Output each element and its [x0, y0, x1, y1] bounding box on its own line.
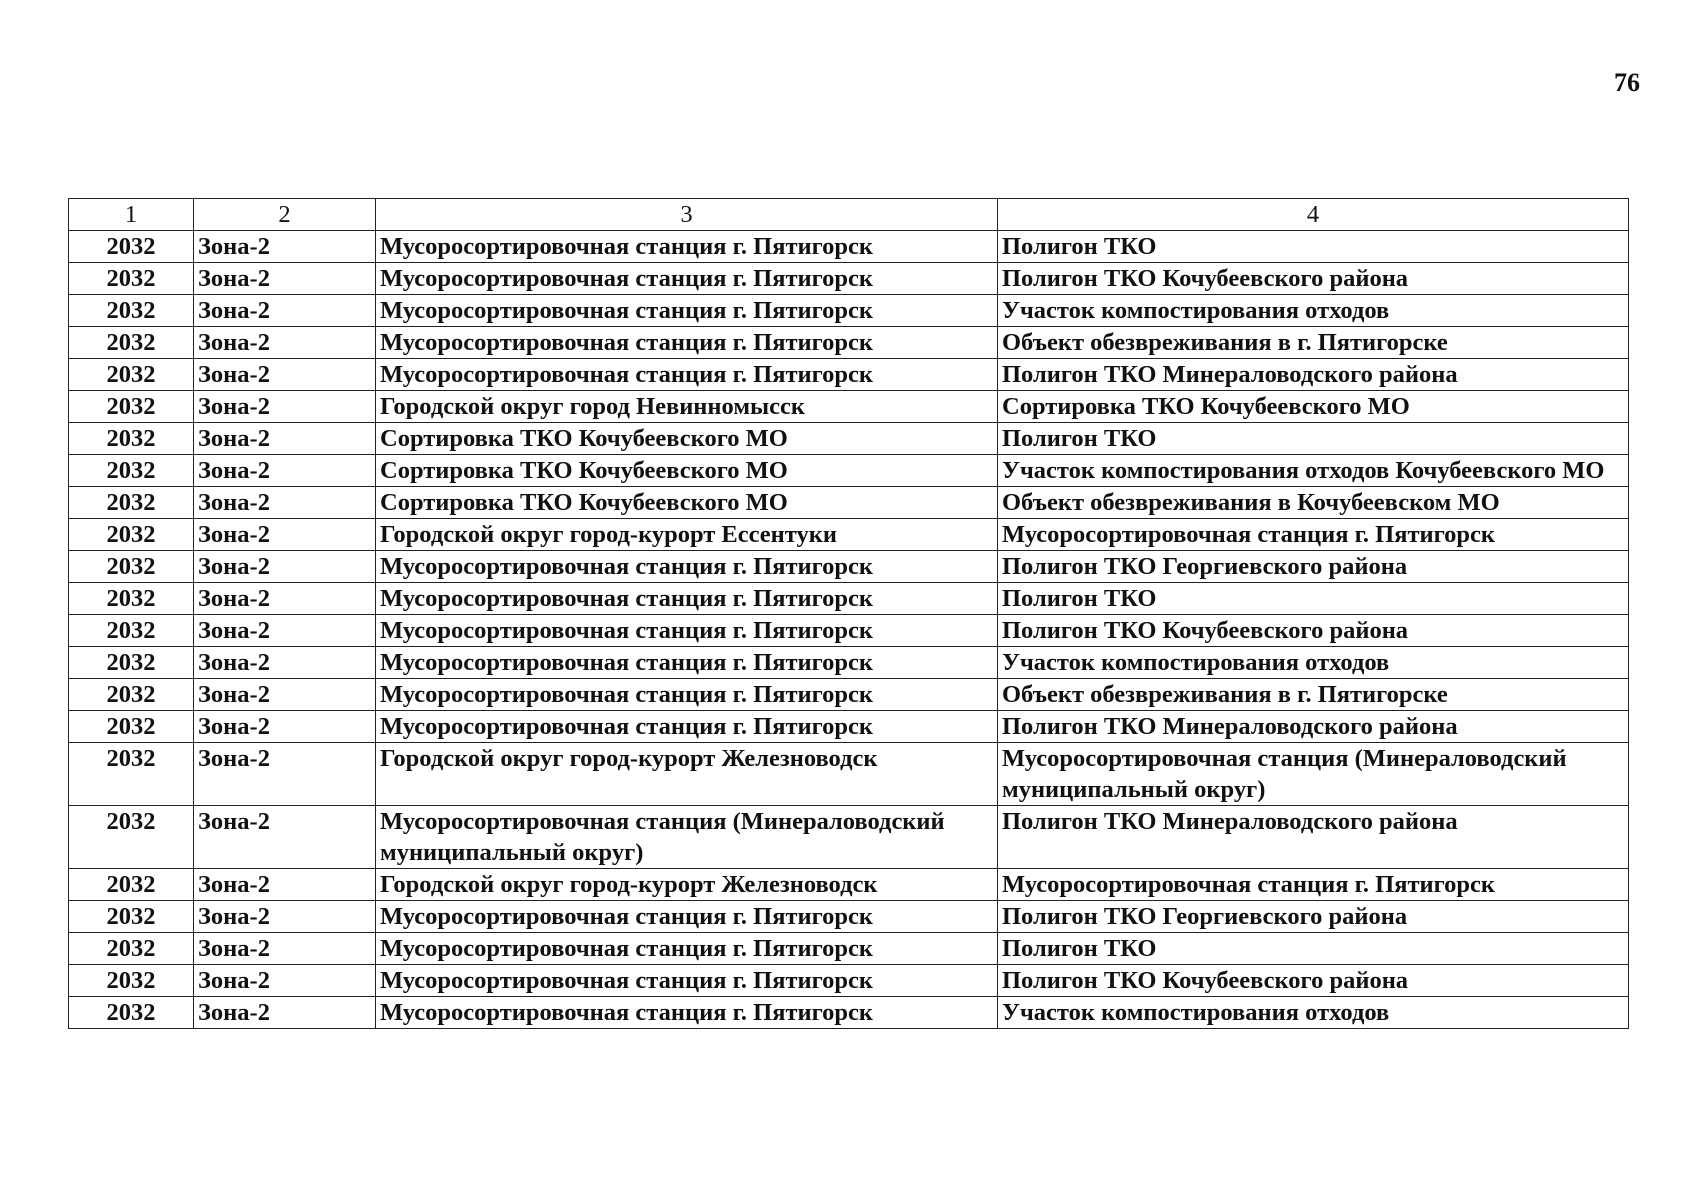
year-cell: 2032 [69, 679, 194, 711]
source-cell: Сортировка ТКО Кочубеевского МО [376, 487, 998, 519]
zone-cell: Зона-2 [194, 295, 376, 327]
destination-cell: Участок компостирования отходов Кочубеевского МО [998, 455, 1629, 487]
zone-cell: Зона-2 [194, 743, 376, 806]
year-cell: 2032 [69, 965, 194, 997]
year-cell: 2032 [69, 295, 194, 327]
source-cell: Мусоросортировочная станция (Минераловодский муниципальный округ) [376, 806, 998, 869]
destination-cell: Объект обезвреживания в г. Пятигорске [998, 327, 1629, 359]
source-cell: Городской округ город Невинномысск [376, 391, 998, 423]
destination-cell: Полигон ТКО [998, 933, 1629, 965]
year-cell: 2032 [69, 711, 194, 743]
destination-cell: Мусоросортировочная станция г. Пятигорск [998, 869, 1629, 901]
zone-cell: Зона-2 [194, 359, 376, 391]
source-cell: Сортировка ТКО Кочубеевского МО [376, 455, 998, 487]
table-row [69, 327, 1629, 359]
source-cell: Мусоросортировочная станция г. Пятигорск [376, 901, 998, 933]
destination-cell: Полигон ТКО Кочубеевского района [998, 263, 1629, 295]
table-row [69, 455, 1629, 487]
destination-cell: Полигон ТКО Минераловодского района [998, 806, 1629, 869]
table-row [69, 869, 1629, 901]
destination-cell: Объект обезвреживания в г. Пятигорске [998, 679, 1629, 711]
table-row [69, 933, 1629, 965]
table-row [69, 551, 1629, 583]
table-row [69, 359, 1629, 391]
year-cell: 2032 [69, 551, 194, 583]
source-cell: Мусоросортировочная станция г. Пятигорск [376, 359, 998, 391]
year-cell: 2032 [69, 901, 194, 933]
table-body [69, 231, 1629, 1029]
table-row [69, 487, 1629, 519]
source-cell: Мусоросортировочная станция г. Пятигорск [376, 679, 998, 711]
source-cell: Мусоросортировочная станция г. Пятигорск [376, 295, 998, 327]
page-number: 76 [1614, 68, 1640, 97]
zone-cell: Зона-2 [194, 423, 376, 455]
destination-cell: Полигон ТКО Минераловодского района [998, 359, 1629, 391]
zone-cell: Зона-2 [194, 711, 376, 743]
source-cell: Мусоросортировочная станция г. Пятигорск [376, 615, 998, 647]
table-row [69, 295, 1629, 327]
destination-cell: Полигон ТКО Минераловодского района [998, 711, 1629, 743]
data-table [68, 198, 1629, 1029]
source-cell: Мусоросортировочная станция г. Пятигорск [376, 327, 998, 359]
zone-cell: Зона-2 [194, 583, 376, 615]
zone-cell: Зона-2 [194, 679, 376, 711]
zone-cell: Зона-2 [194, 519, 376, 551]
destination-cell: Полигон ТКО Георгиевского района [998, 901, 1629, 933]
header-cell: 1 [69, 199, 194, 231]
source-cell: Мусоросортировочная станция г. Пятигорск [376, 231, 998, 263]
zone-cell: Зона-2 [194, 263, 376, 295]
zone-cell: Зона-2 [194, 615, 376, 647]
table-row [69, 615, 1629, 647]
destination-cell: Мусоросортировочная станция (Минераловодский муниципальный округ) [998, 743, 1629, 806]
zone-cell: Зона-2 [194, 231, 376, 263]
table-row [69, 743, 1629, 806]
year-cell: 2032 [69, 997, 194, 1029]
source-cell: Городской округ город-курорт Железноводск [376, 869, 998, 901]
year-cell: 2032 [69, 869, 194, 901]
zone-cell: Зона-2 [194, 391, 376, 423]
zone-cell: Зона-2 [194, 933, 376, 965]
year-cell: 2032 [69, 615, 194, 647]
table-row [69, 423, 1629, 455]
year-cell: 2032 [69, 933, 194, 965]
year-cell: 2032 [69, 423, 194, 455]
year-cell: 2032 [69, 583, 194, 615]
table-row [69, 679, 1629, 711]
year-cell: 2032 [69, 487, 194, 519]
source-cell: Мусоросортировочная станция г. Пятигорск [376, 647, 998, 679]
header-cell: 4 [998, 199, 1629, 231]
destination-cell: Полигон ТКО [998, 231, 1629, 263]
zone-cell: Зона-2 [194, 647, 376, 679]
year-cell: 2032 [69, 231, 194, 263]
table-row [69, 263, 1629, 295]
table-row [69, 519, 1629, 551]
zone-cell: Зона-2 [194, 551, 376, 583]
destination-cell: Мусоросортировочная станция г. Пятигорск [998, 519, 1629, 551]
table-row [69, 901, 1629, 933]
zone-cell: Зона-2 [194, 965, 376, 997]
destination-cell: Сортировка ТКО Кочубеевского МО [998, 391, 1629, 423]
destination-cell: Полигон ТКО [998, 423, 1629, 455]
table-row [69, 391, 1629, 423]
header-row [69, 199, 1629, 231]
year-cell: 2032 [69, 391, 194, 423]
header-cell: 2 [194, 199, 376, 231]
table-row [69, 965, 1629, 997]
year-cell: 2032 [69, 806, 194, 869]
destination-cell: Участок компостирования отходов [998, 647, 1629, 679]
source-cell: Мусоросортировочная станция г. Пятигорск [376, 263, 998, 295]
zone-cell: Зона-2 [194, 997, 376, 1029]
destination-cell: Объект обезвреживания в Кочубеевском МО [998, 487, 1629, 519]
source-cell: Городской округ город-курорт Железноводск [376, 743, 998, 806]
table-row [69, 997, 1629, 1029]
source-cell: Мусоросортировочная станция г. Пятигорск [376, 711, 998, 743]
source-cell: Мусоросортировочная станция г. Пятигорск [376, 997, 998, 1029]
source-cell: Сортировка ТКО Кочубеевского МО [376, 423, 998, 455]
destination-cell: Полигон ТКО [998, 583, 1629, 615]
zone-cell: Зона-2 [194, 327, 376, 359]
year-cell: 2032 [69, 455, 194, 487]
zone-cell: Зона-2 [194, 869, 376, 901]
zone-cell: Зона-2 [194, 901, 376, 933]
zone-cell: Зона-2 [194, 806, 376, 869]
table-row [69, 583, 1629, 615]
year-cell: 2032 [69, 359, 194, 391]
year-cell: 2032 [69, 647, 194, 679]
destination-cell: Полигон ТКО Кочубеевского района [998, 615, 1629, 647]
destination-cell: Участок компостирования отходов [998, 997, 1629, 1029]
year-cell: 2032 [69, 743, 194, 806]
destination-cell: Участок компостирования отходов [998, 295, 1629, 327]
table-row [69, 711, 1629, 743]
table-row [69, 647, 1629, 679]
source-cell: Городской округ город-курорт Ессентуки [376, 519, 998, 551]
table-row [69, 806, 1629, 869]
year-cell: 2032 [69, 327, 194, 359]
destination-cell: Полигон ТКО Георгиевского района [998, 551, 1629, 583]
source-cell: Мусоросортировочная станция г. Пятигорск [376, 551, 998, 583]
zone-cell: Зона-2 [194, 487, 376, 519]
source-cell: Мусоросортировочная станция г. Пятигорск [376, 933, 998, 965]
table-row [69, 231, 1629, 263]
source-cell: Мусоросортировочная станция г. Пятигорск [376, 965, 998, 997]
header-cell: 3 [376, 199, 998, 231]
source-cell: Мусоросортировочная станция г. Пятигорск [376, 583, 998, 615]
table-header [69, 199, 1629, 231]
zone-cell: Зона-2 [194, 455, 376, 487]
year-cell: 2032 [69, 519, 194, 551]
destination-cell: Полигон ТКО Кочубеевского района [998, 965, 1629, 997]
year-cell: 2032 [69, 263, 194, 295]
